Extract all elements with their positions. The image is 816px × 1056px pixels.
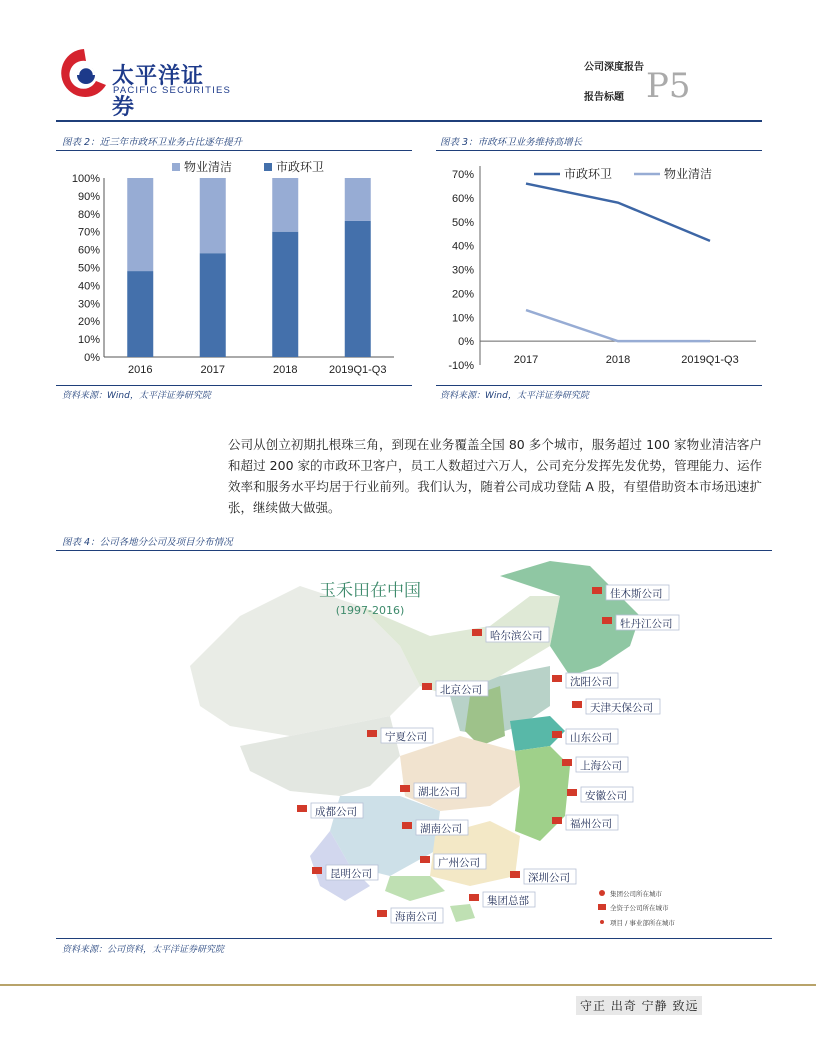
bar-legend-swatch [172,163,180,171]
map-region-hainan [450,904,475,922]
fig4-bottom-rule [56,938,772,939]
map-company-label: 成都公司 [315,806,357,818]
body-paragraph: 公司从创立初期扎根珠三角，到现在业务覆盖全国 80 多个城市，服务超过 100 家物业清洁客户和超过 200 家的市政环卫客户，员工人数超过六万人，公司充分发挥先发优势，管理能力、运作效率和服务水平均居于行业前列。我们认为，随着公司成功登陆 A 股，有望借助资本市场迅速扩张，继续做大做强。 [228,437,762,515]
line-legend-label: 市政环卫 [564,167,613,181]
header-rule [56,120,762,122]
fig4-top-rule [56,550,772,551]
map-legend-item-0: 集团公司所在城市 [610,890,662,898]
map-legend [598,889,675,927]
map-title: 玉禾田在中国 [319,581,421,601]
map-flag-icon [472,629,482,636]
bar-ytick-label: 90% [77,190,100,203]
bar-ytick-label: 0% [84,352,100,364]
line-ytick-label: 0% [458,336,474,349]
fig2-top-rule [56,150,412,151]
map-flag-icon [552,731,562,738]
map-company-label: 安徽公司 [585,790,627,802]
bar-segment [345,178,371,221]
line-ytick-label: 60% [451,192,474,205]
map-region-guangxi [385,876,445,901]
map-flag-icon [567,789,577,796]
map-region-central [400,736,520,811]
map-flag-icon [422,683,432,690]
line-xtick-label: 2018 [605,354,631,367]
bar-segment [200,178,226,253]
fig3-source: 资料来源：Wind，太平洋证券研究院 [440,391,589,401]
bar-xtick-label: 2018 [273,364,298,376]
map-years: (1997-2016) [335,604,405,617]
company-name-cn: 太平洋证券 [112,64,205,120]
footer-motto: 守正 出奇 宁静 致远 [576,996,702,1015]
line-ytick-label: 50% [451,216,474,229]
line-ytick-label: 20% [451,288,474,301]
bar-ytick-label: 100% [71,173,100,185]
map-flag-icon [552,675,562,682]
line-ytick-label: 70% [451,169,474,181]
map-company-label: 哈尔滨公司 [490,630,543,642]
map-flag-icon [510,871,520,878]
map-legend-item-1: 全资子公司所在城市 [610,904,669,912]
fig3-title: 图表 3：市政环卫业务维持高增长 [440,137,583,148]
report-title: 报告标题 [584,92,624,103]
fig2-title: 图表 2：近三年市政环卫业务占比逐年提升 [62,137,243,148]
bar-segment [127,271,153,357]
map-legend-item-2: 项目 / 事业部所在城市 [610,919,675,927]
company-name-en: PACIFIC SECURITIES [113,85,232,96]
bar-segment [272,178,298,232]
line-ytick-label: 30% [451,264,474,277]
china-map [170,556,730,936]
map-flag-icon [297,805,307,812]
bar-segment [127,178,153,271]
bar-ytick-label: 60% [77,244,100,257]
map-company-label: 北京公司 [440,684,482,696]
bar-segment [345,221,371,357]
fig2-bottom-rule [56,385,412,386]
bar-ytick-label: 10% [77,334,100,347]
map-flag-icon [420,856,430,863]
line-series [526,310,710,341]
bar-segment [200,253,226,357]
map-flag-icon [312,867,322,874]
map-company-label: 海南公司 [395,911,437,923]
line-ytick-label: 10% [451,312,474,325]
bar-segment [272,232,298,357]
bar-legend-label: 市政环卫 [276,160,325,174]
map-flag-icon [402,822,412,829]
bar-xtick-label: 2016 [128,364,153,376]
footer-rule [0,984,816,986]
map-company-label: 福州公司 [570,818,612,830]
company-logo [56,45,232,120]
line-legend-label: 物业清洁 [664,167,713,181]
map-company-label: 湖南公司 [420,823,462,835]
map-flag-icon [367,730,377,737]
fig3-top-rule [436,150,762,151]
bar-xtick-label: 2017 [200,364,225,376]
line-xtick-label: 2017 [513,354,539,367]
bar-legend-swatch [264,163,272,171]
bar-ytick-label: 40% [77,280,100,293]
map-region-east [515,746,570,841]
page-number: P5 [646,66,691,106]
map-flag-icon [562,759,572,766]
bar-ytick-label: 30% [77,298,100,311]
fig4-source: 资料来源：公司资料，太平洋证券研究院 [62,945,225,955]
map-flag-icon [400,785,410,792]
line-ytick-label: -10% [448,360,474,372]
line-ytick-label: 40% [451,240,474,253]
map-company-label: 宁夏公司 [385,731,427,743]
bar-ytick-label: 80% [77,208,100,221]
map-flag-icon [469,894,479,901]
map-company-label: 沈阳公司 [570,676,612,688]
map-flag-icon [592,587,602,594]
map-company-label: 广州公司 [438,857,480,869]
stacked-bar-chart [56,152,412,382]
map-company-label: 佳木斯公司 [610,588,663,600]
map-company-label: 天津天保公司 [590,702,653,714]
map-company-label: 集团总部 [487,895,529,907]
line-chart [436,152,762,382]
map-company-label: 深圳公司 [528,872,570,884]
line-xtick-label: 2019Q1-Q3 [681,354,739,367]
bar-xtick-label: 2019Q1-Q3 [329,364,387,376]
map-company-label: 湖北公司 [418,786,460,798]
bar-legend-label: 物业清洁 [184,160,233,174]
map-company-label: 上海公司 [580,760,622,772]
line-series [526,184,710,241]
report-type: 公司深度报告 [584,62,644,73]
map-company-label: 牡丹江公司 [620,618,673,630]
fig4-title: 图表 4：公司各地分公司及项目分布情况 [62,537,233,548]
bar-ytick-label: 50% [77,262,100,275]
logo-emblem-icon [56,45,112,103]
map-flag-icon [572,701,582,708]
fig2-source: 资料来源：Wind，太平洋证券研究院 [62,391,211,401]
bar-ytick-label: 20% [77,316,100,329]
bar-ytick-label: 70% [77,226,100,239]
map-flag-icon [602,617,612,624]
map-flag-icon [377,910,387,917]
map-company-label: 山东公司 [570,732,612,744]
map-company-label: 昆明公司 [330,868,372,880]
map-flag-icon [552,817,562,824]
fig3-bottom-rule [436,385,762,386]
